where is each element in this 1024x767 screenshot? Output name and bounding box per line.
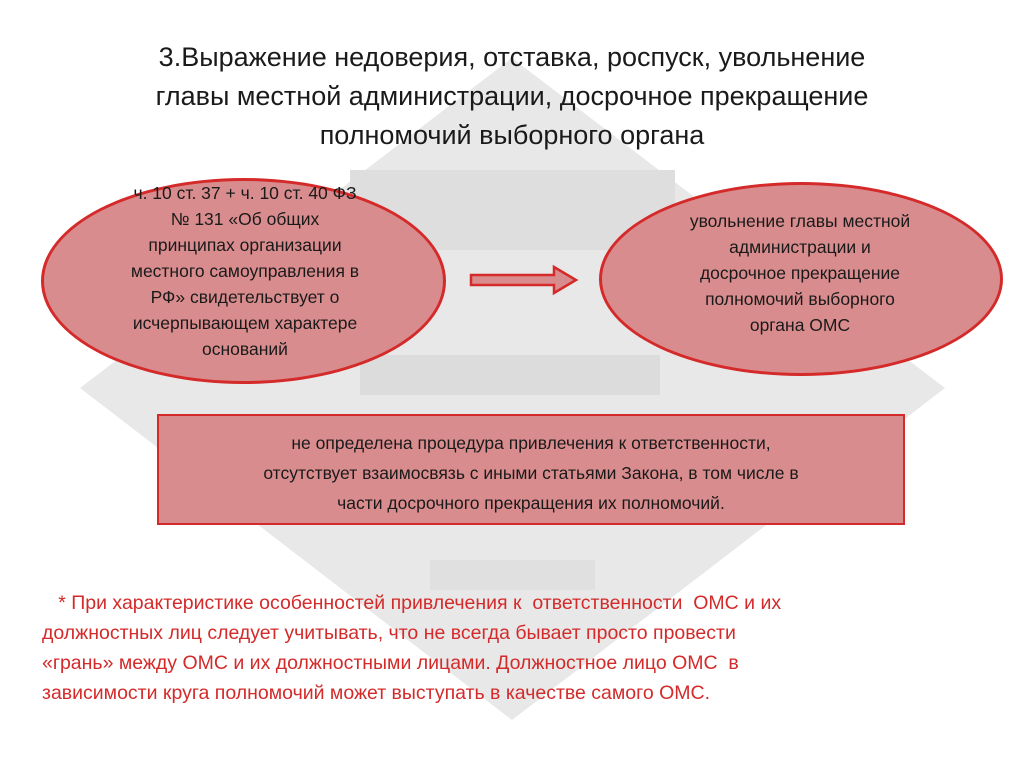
title-line: полномочий выборного органа <box>319 120 705 150</box>
box-line: отсутствует взаимосвязь с иными статьями Закона, в том числе в <box>263 463 799 483</box>
ellipse-line: администрации и <box>729 237 871 257</box>
right-arrow-icon <box>468 264 580 296</box>
ellipse-line: местного самоуправления в <box>130 261 360 281</box>
ellipse-line: досрочное прекращение <box>699 263 901 283</box>
note-line: зависимости круга полномочий может выступать в качестве самого ОМС. <box>42 682 711 704</box>
title-line: главы местной администрации, досрочное прекращение <box>155 81 869 111</box>
box-line: не определена процедура привлечения к ответственности, <box>291 433 771 453</box>
ellipse-line: органа ОМС <box>749 315 851 335</box>
problem-text <box>157 428 905 518</box>
law-reference-text <box>95 180 395 362</box>
ellipse-line: принципах организации <box>148 235 342 255</box>
ellipse-line: ч. 10 ст. 37 + ч. 10 ст. 40 ФЗ <box>133 183 357 203</box>
ellipse-line: РФ» свидетельствует о <box>150 287 340 307</box>
slide-title <box>60 38 964 155</box>
title-line: 3.Выражение недоверия, отставка, роспуск, увольнение <box>158 42 866 72</box>
ellipse-line: оснований <box>202 339 288 359</box>
ellipse-line: исчерпывающем характере <box>132 313 358 333</box>
ellipse-line: № 131 «Об общих <box>170 209 320 229</box>
ellipse-line: увольнение главы местной <box>689 211 911 231</box>
ellipse-line: полномочий выборного <box>705 289 895 309</box>
footnote-text <box>42 588 992 708</box>
note-line: «грань» между ОМС и их должностными лицами. Должностное лицо ОМС в <box>42 652 739 674</box>
box-line: части досрочного прекращения их полномочий. <box>337 493 725 513</box>
note-line: должностных лиц следует учитывать, что не всегда бывает просто провести <box>42 622 736 644</box>
consequence-text <box>640 208 960 338</box>
note-line: * При характеристике особенностей привлечения к ответственности ОМС и их <box>42 592 782 614</box>
